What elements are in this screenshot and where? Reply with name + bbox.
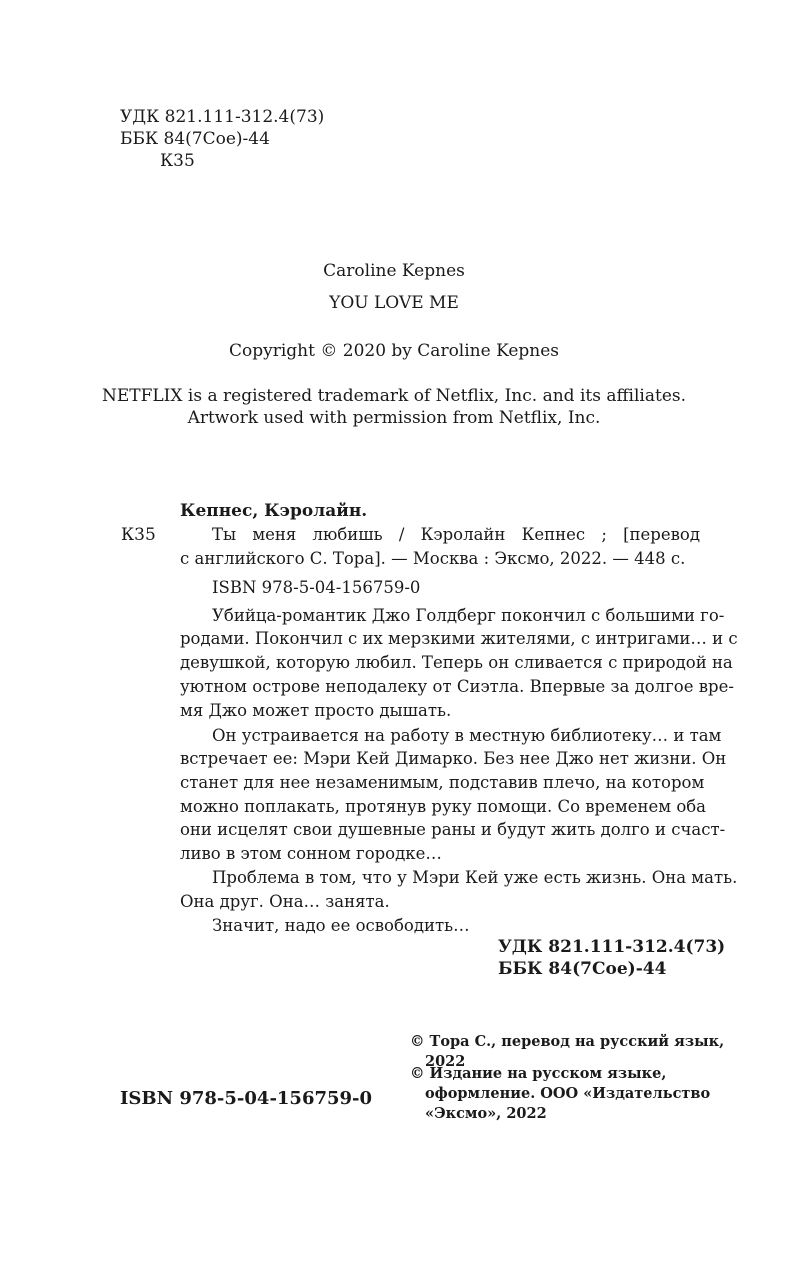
annotation-line: Значит, надо ее освободить… (212, 916, 470, 935)
catalog-bbk: ББК 84(7Сое)-44 (498, 959, 667, 979)
annotation-line: встречает ее: Мэри Кей Димарко. Без нее Джо нет жизни. Он (180, 749, 727, 768)
annotation-line: Он устраивается на работу в местную библиотеку… и там (212, 726, 722, 745)
catalog-author-heading: Кепнес, Кэролайн. (180, 501, 368, 521)
top-udk: УДК 821.111-312.4(73) (120, 107, 325, 127)
copyright-edition: © Издание на русском языке, оформление. ООО «Издательство «Эксмо», 2022 (410, 1065, 711, 1122)
trademark-line-1: NETFLIX is a registered trademark of Netflix, Inc. and its affiliates. (101, 386, 687, 406)
annotation-line: Она друг. Она… занята. (180, 892, 390, 911)
bib-line-1: Ты меня любишь / Кэролайн Кепнес ; [перевод (212, 525, 700, 544)
annotation-line: станет для нее незаменимым, подставив плечо, на котором (180, 773, 705, 792)
annotation-line: уютном острове неподалеку от Сиэтла. Впервые за долгое вре- (180, 677, 734, 696)
bib-line-2: с английского С. Тора]. — Москва : Эксмо, 2022. — 448 с. (180, 549, 686, 568)
annotation-line: девушкой, которую любил. Теперь он сливается с природой на (180, 653, 733, 672)
footer-isbn: ISBN 978-5-04-156759-0 (120, 1088, 373, 1109)
original-title: YOU LOVE ME (329, 293, 459, 313)
annotation-line: ливо в этом сонном городке… (180, 844, 442, 863)
catalog-isbn: ISBN 978-5-04-156759-0 (212, 578, 421, 597)
catalog-udk: УДК 821.111-312.4(73) (498, 937, 726, 957)
annotation-line: родами. Покончил с их мерзкими жителями, с интригами… и с (180, 629, 738, 648)
annotation-line: мя Джо может просто дышать. (180, 701, 452, 720)
original-copyright: Copyright © 2020 by Caroline Kepnes (228, 341, 560, 361)
annotation-line: Проблема в том, что у Мэри Кей уже есть жизнь. Она мать. (212, 868, 738, 887)
top-bbk: ББК 84(7Сое)-44 (120, 129, 270, 149)
annotation-line: можно поплакать, протянув руку помощи. Со временем оба (180, 797, 707, 816)
trademark-line-2: Artwork used with permission from Netflix, Inc. (187, 408, 601, 428)
original-author: Caroline Kepnes (323, 261, 465, 281)
catalog-author-mark: К35 (121, 525, 156, 545)
copyright-translation: © Тора С., перевод на русский язык, 2022 (410, 1033, 725, 1070)
annotation-line: они исцелят свои душевные раны и будут жить долго и счаст- (180, 820, 726, 839)
annotation-line: Убийца-романтик Джо Голдберг покончил с большими го- (212, 606, 725, 625)
top-author-mark: К35 (160, 151, 195, 171)
